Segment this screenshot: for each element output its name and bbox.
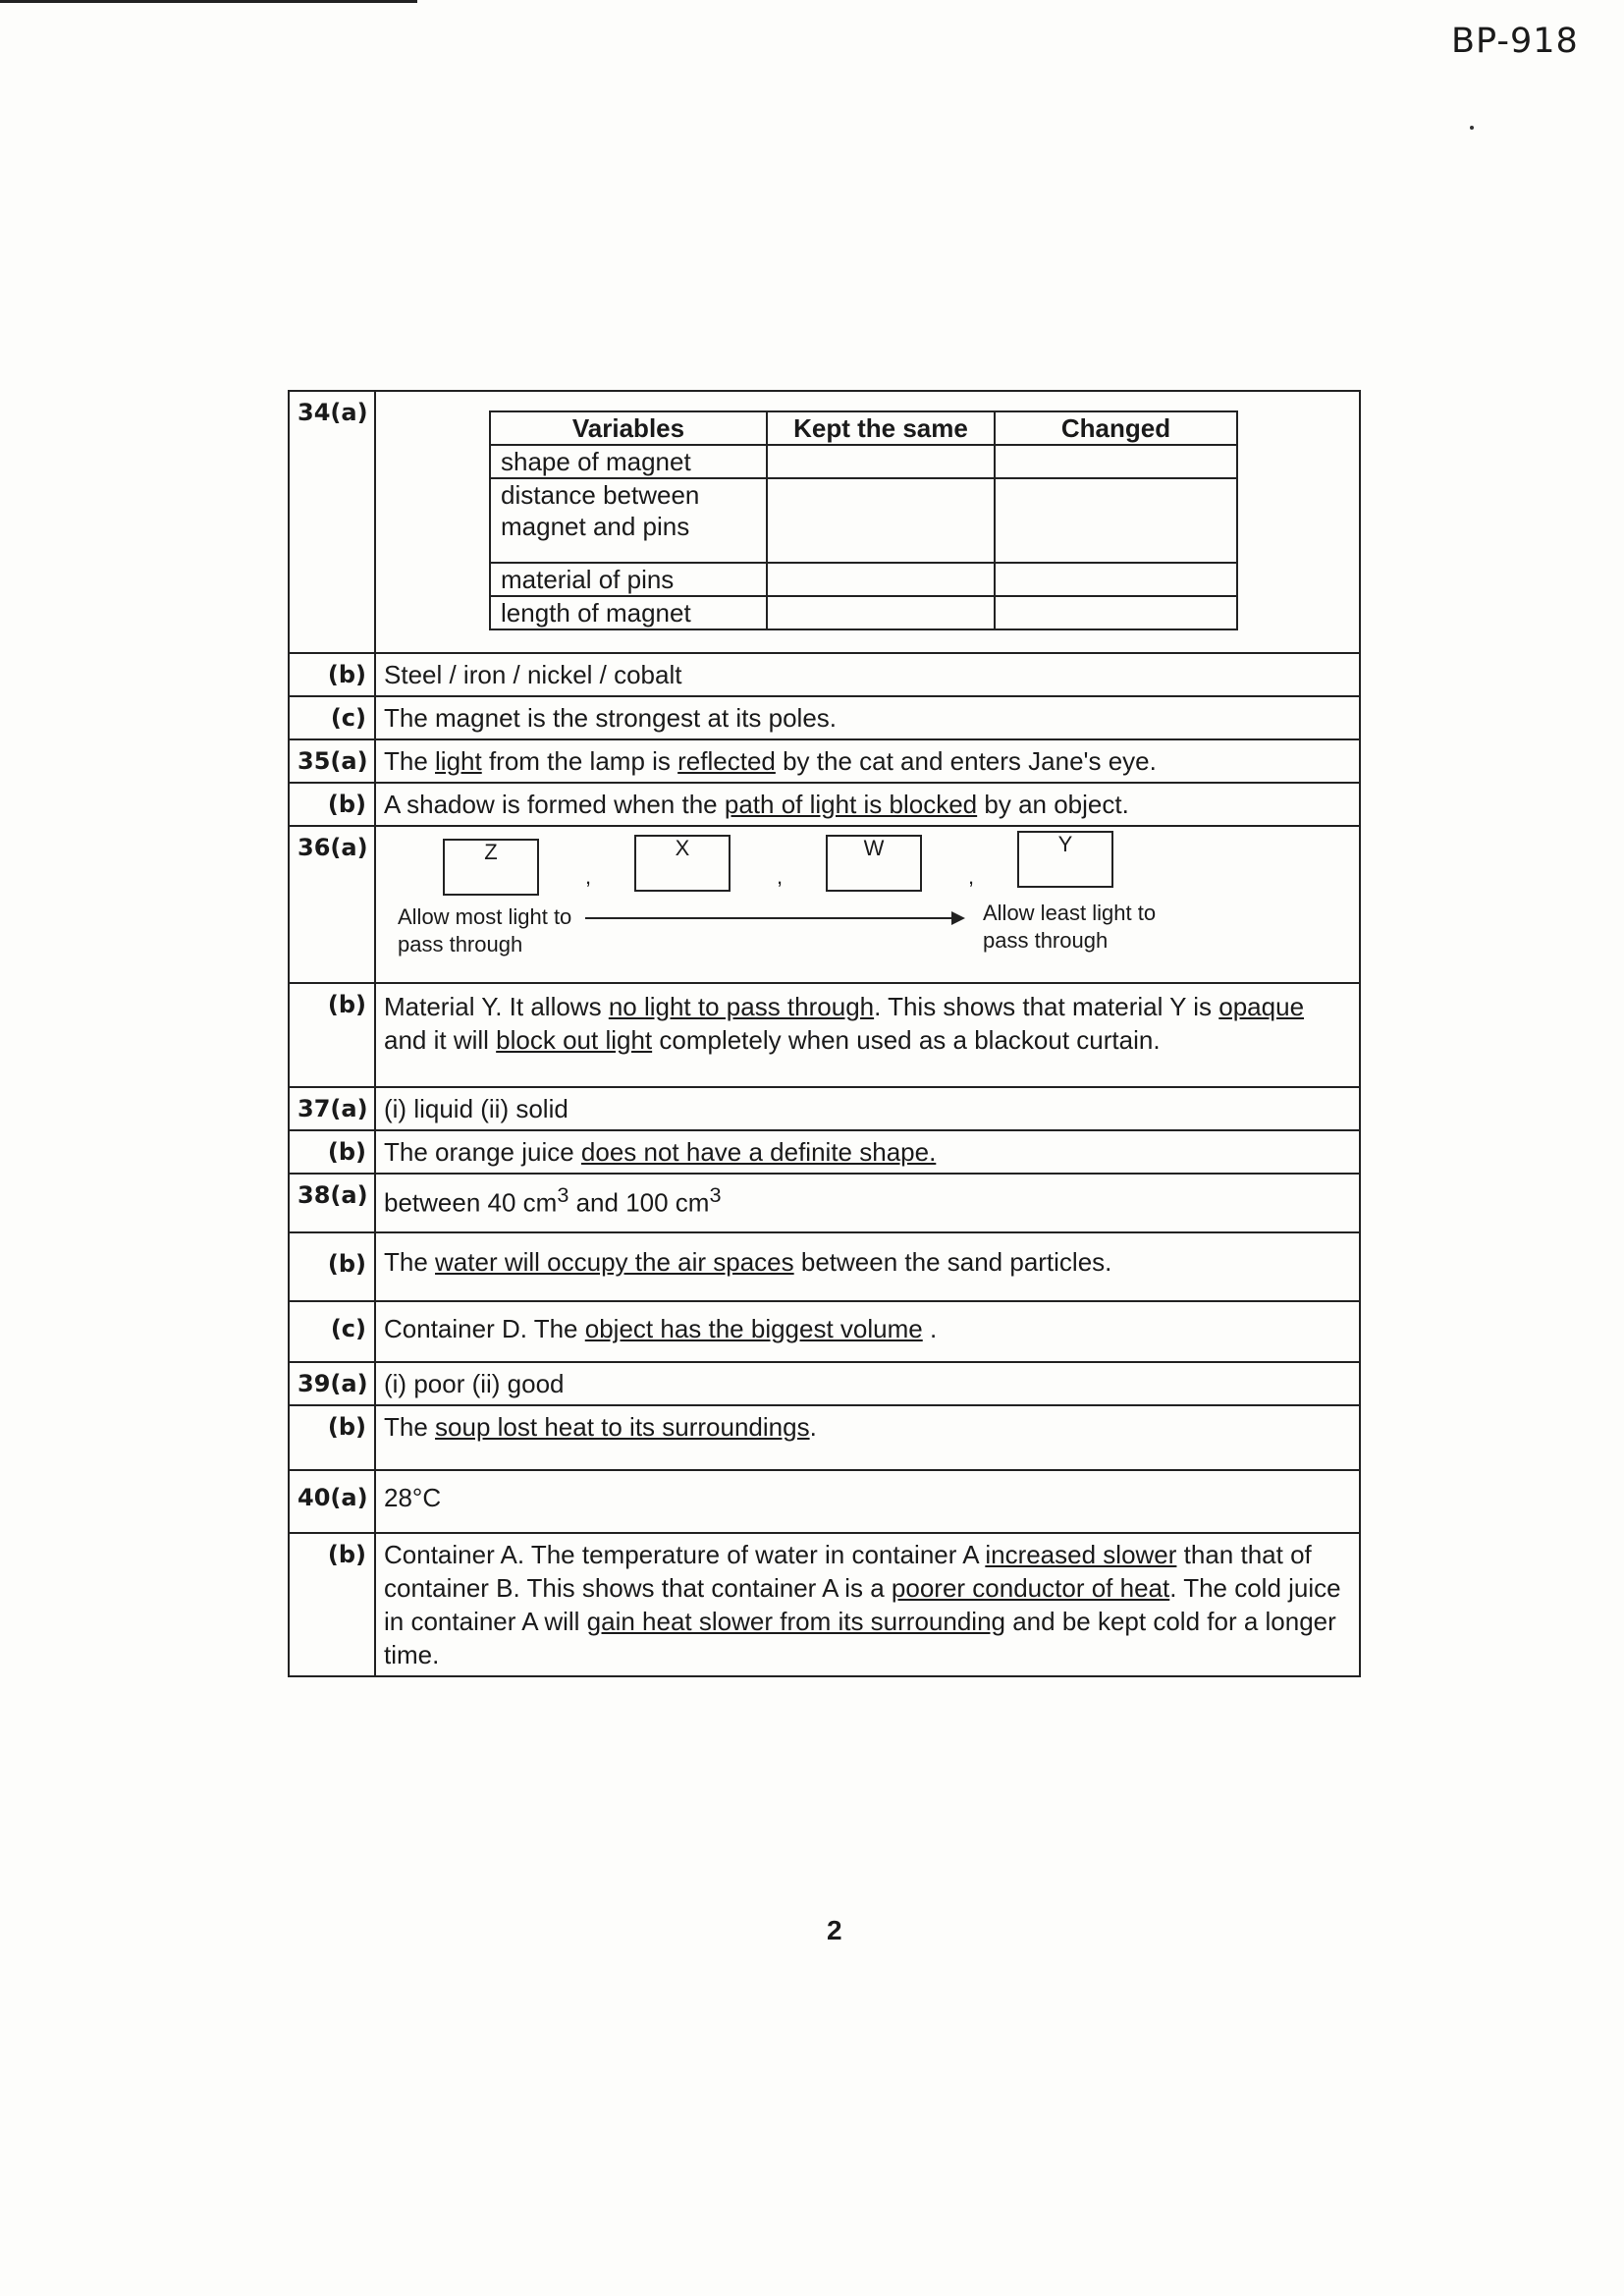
answer-cell bbox=[375, 739, 1360, 783]
answer-cell: The magnet is the strongest at its poles. bbox=[375, 696, 1360, 739]
answer-text: from the lamp is bbox=[481, 746, 678, 776]
answer-cell bbox=[375, 826, 1360, 983]
keyword: object has the biggest volume bbox=[584, 1314, 923, 1343]
unit-exponent: 3 bbox=[557, 1182, 569, 1207]
answer-text: and be kept cold for a longer time. bbox=[384, 1607, 1336, 1669]
variables-header: Variables bbox=[490, 411, 767, 445]
row-40a bbox=[289, 1470, 1360, 1533]
variables-row bbox=[490, 478, 1237, 563]
answer-table bbox=[288, 390, 1361, 1677]
question-label: (c) bbox=[289, 696, 375, 739]
page-number: 2 bbox=[827, 1915, 842, 1945]
material-box: Z bbox=[443, 839, 539, 896]
separator: , bbox=[585, 864, 592, 889]
row-36a bbox=[289, 826, 1360, 983]
kept-same-cell bbox=[767, 478, 995, 563]
keyword: poorer conductor of heat bbox=[891, 1573, 1170, 1603]
answer-text: The bbox=[384, 746, 436, 776]
answer-text: and 100 cm bbox=[568, 1187, 710, 1218]
answer-text: . bbox=[922, 1314, 938, 1343]
answer-text: between 40 cm bbox=[384, 1187, 558, 1218]
keyword: gain heat slower from its surrounding bbox=[586, 1607, 1005, 1636]
changed-cell bbox=[995, 478, 1237, 563]
answer-cell bbox=[375, 1130, 1360, 1174]
question-label: (b) bbox=[289, 1232, 375, 1301]
keyword: light bbox=[435, 746, 482, 776]
answer-cell bbox=[375, 1174, 1360, 1232]
question-label: 40(a) bbox=[289, 1470, 375, 1533]
answer-cell bbox=[375, 1301, 1360, 1362]
row-37a bbox=[289, 1087, 1360, 1130]
row-38a bbox=[289, 1174, 1360, 1232]
kept-same-cell bbox=[767, 596, 995, 629]
variables-table bbox=[489, 410, 1238, 630]
answer-cell bbox=[375, 1232, 1360, 1301]
answer-cell bbox=[375, 983, 1360, 1087]
changed-cell bbox=[995, 563, 1237, 596]
row-38c bbox=[289, 1301, 1360, 1362]
answer-text: Material Y. It allows bbox=[384, 992, 609, 1021]
answer-text: The orange juice bbox=[384, 1137, 581, 1167]
keyword: reflected bbox=[677, 746, 776, 776]
variable-name: material of pins bbox=[490, 563, 767, 596]
answer-text: A shadow is formed when the bbox=[384, 790, 725, 819]
answer-text: Container D. The bbox=[384, 1314, 585, 1343]
row-40b bbox=[289, 1533, 1360, 1676]
row-39b bbox=[289, 1405, 1360, 1470]
changed-cell bbox=[995, 596, 1237, 629]
question-label: 37(a) bbox=[289, 1087, 375, 1130]
row-35a bbox=[289, 739, 1360, 783]
scan-top-line bbox=[0, 0, 417, 3]
answer-text: by an object. bbox=[977, 790, 1129, 819]
answer-text: . This shows that material Y is bbox=[874, 992, 1219, 1021]
changed-header: Changed bbox=[995, 411, 1237, 445]
separator: , bbox=[777, 864, 784, 889]
material-sequence bbox=[384, 831, 1351, 978]
variable-name: length of magnet bbox=[490, 596, 767, 629]
answer-text: by the cat and enters Jane's eye. bbox=[775, 746, 1157, 776]
answer-text: between the sand particles. bbox=[793, 1247, 1112, 1277]
separator: , bbox=[968, 864, 975, 889]
variables-row bbox=[490, 563, 1237, 596]
answer-cell: Steel / iron / nickel / cobalt bbox=[375, 653, 1360, 696]
answer-cell: (i) liquid (ii) solid bbox=[375, 1087, 1360, 1130]
question-label: 39(a) bbox=[289, 1362, 375, 1405]
variable-name: distance between magnet and pins bbox=[490, 478, 767, 563]
scan-speck bbox=[1470, 126, 1474, 130]
answer-cell bbox=[375, 391, 1360, 653]
material-box: W bbox=[826, 835, 922, 892]
row-36b bbox=[289, 983, 1360, 1087]
question-label: 36(a) bbox=[289, 826, 375, 983]
question-label: 35(a) bbox=[289, 739, 375, 783]
answer-text: completely when used as a blackout curtain. bbox=[652, 1025, 1161, 1055]
question-label: (b) bbox=[289, 1130, 375, 1174]
question-label: (c) bbox=[289, 1301, 375, 1362]
variable-name: shape of magnet bbox=[490, 445, 767, 478]
answer-text: and it will bbox=[384, 1025, 497, 1055]
row-34a bbox=[289, 391, 1360, 653]
kept-same-cell bbox=[767, 445, 995, 478]
answer-cell: (i) poor (ii) good bbox=[375, 1362, 1360, 1405]
kept-same-cell bbox=[767, 563, 995, 596]
answer-text: Container A. The temperature of water in container A bbox=[384, 1540, 986, 1569]
material-box: X bbox=[634, 835, 731, 892]
answer-text: than that of container B. This shows that container A is a bbox=[384, 1540, 1312, 1603]
question-label: 38(a) bbox=[289, 1174, 375, 1232]
keyword: no light to pass through bbox=[608, 992, 875, 1021]
answer-text: . bbox=[809, 1412, 817, 1442]
variables-header-row bbox=[490, 411, 1237, 445]
row-35b bbox=[289, 783, 1360, 826]
question-label: (b) bbox=[289, 653, 375, 696]
question-label: (b) bbox=[289, 1405, 375, 1470]
row-34b bbox=[289, 653, 1360, 696]
variables-row bbox=[490, 445, 1237, 478]
variables-row bbox=[490, 596, 1237, 629]
answer-text: The bbox=[384, 1247, 436, 1277]
keyword: opaque bbox=[1218, 992, 1305, 1021]
question-label: (b) bbox=[289, 1533, 375, 1676]
answer-text: . The cold juice in container A will bbox=[384, 1573, 1341, 1636]
question-label: (b) bbox=[289, 983, 375, 1087]
question-label: (b) bbox=[289, 783, 375, 826]
row-34c bbox=[289, 696, 1360, 739]
answer-text: The bbox=[384, 1412, 436, 1442]
most-light-caption: Allow most light to pass through bbox=[398, 904, 572, 957]
keyword: water will occupy the air spaces bbox=[435, 1247, 794, 1277]
row-37b bbox=[289, 1130, 1360, 1174]
keyword: block out light bbox=[496, 1025, 653, 1055]
answer-cell bbox=[375, 1405, 1360, 1470]
kept-same-header: Kept the same bbox=[767, 411, 995, 445]
row-38b bbox=[289, 1232, 1360, 1301]
keyword: increased slower bbox=[985, 1540, 1177, 1569]
question-label: 34(a) bbox=[289, 391, 375, 653]
keyword: does not have a definite shape. bbox=[580, 1137, 937, 1167]
changed-cell bbox=[995, 445, 1237, 478]
arrow-right-icon bbox=[585, 917, 963, 919]
keyword: soup lost heat to its surroundings bbox=[435, 1412, 810, 1442]
material-box: Y bbox=[1017, 831, 1113, 888]
answer-cell bbox=[375, 783, 1360, 826]
answer-cell bbox=[375, 1533, 1360, 1676]
paper-code: BP-918 bbox=[1451, 22, 1579, 61]
keyword: path of light is blocked bbox=[724, 790, 978, 819]
row-39a bbox=[289, 1362, 1360, 1405]
answer-cell: 28°C bbox=[375, 1470, 1360, 1533]
least-light-caption: Allow least light to pass through bbox=[983, 901, 1157, 953]
unit-exponent: 3 bbox=[709, 1182, 722, 1207]
